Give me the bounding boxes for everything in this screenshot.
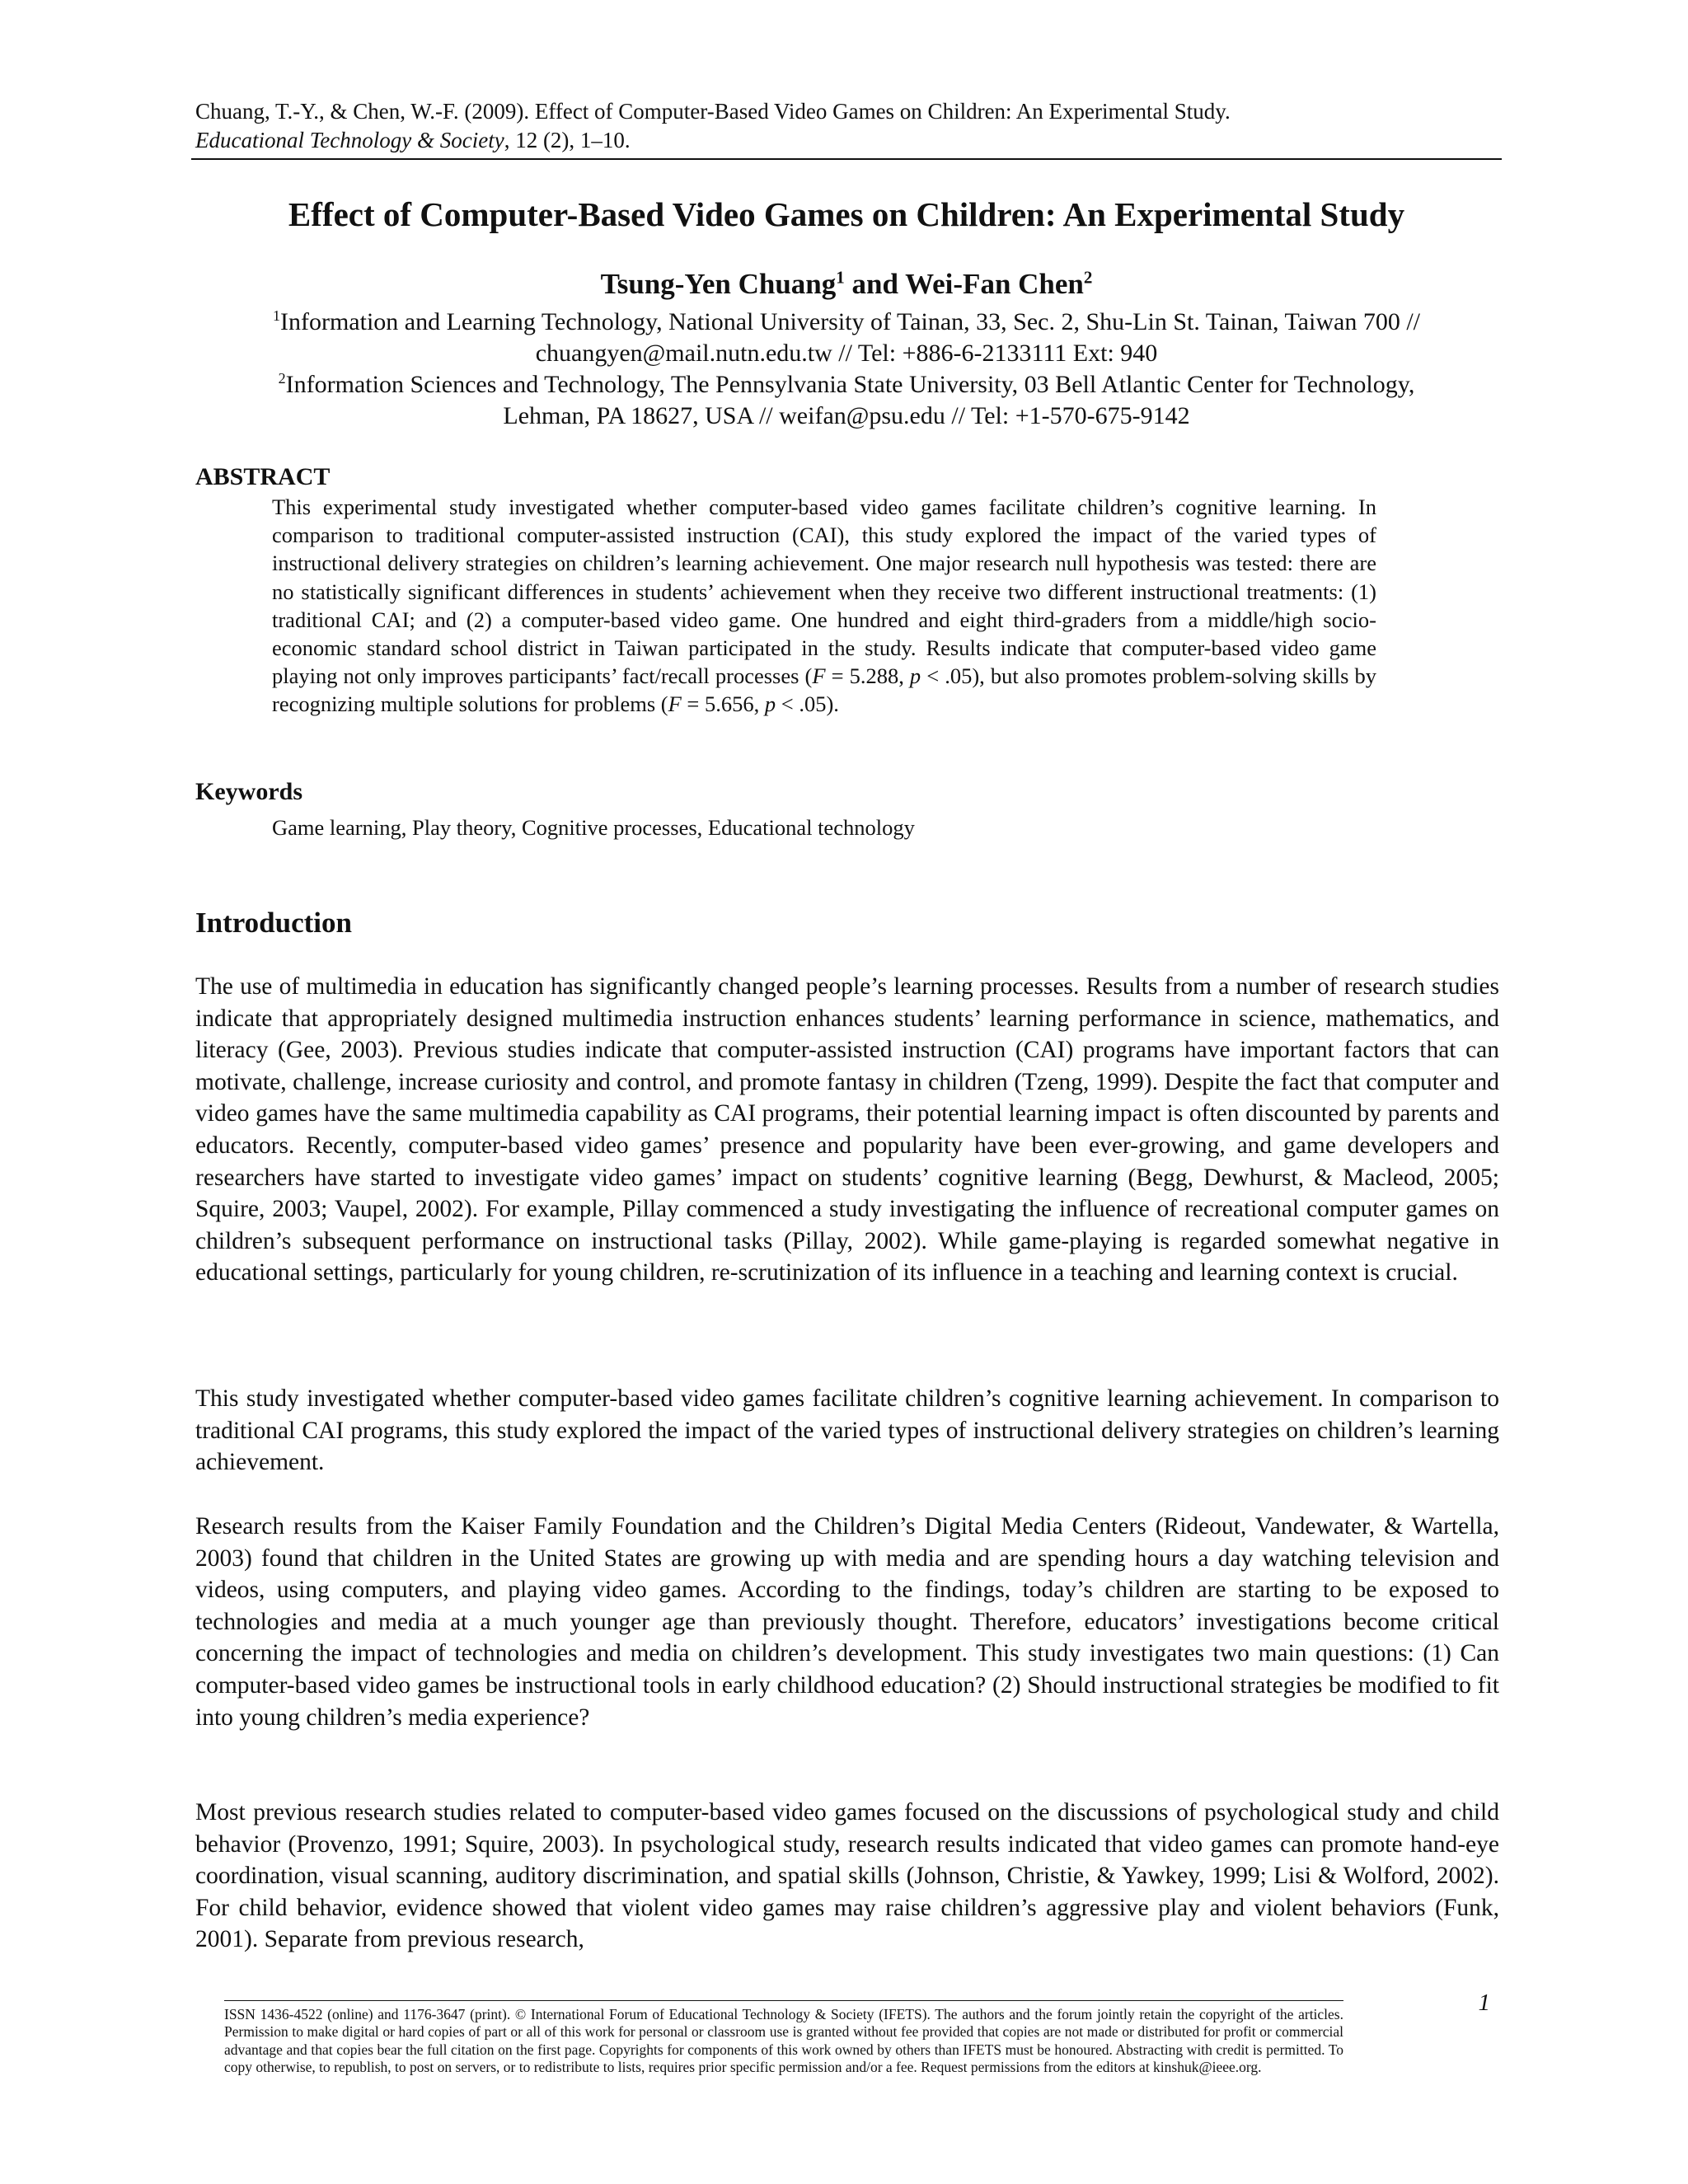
running-header — [195, 97, 1498, 155]
abstract-text-end: < .05). — [776, 691, 839, 717]
stat-2-p-symbol: p — [764, 691, 776, 717]
stat-1-f-value: = 5.288, — [825, 663, 910, 689]
header-rule — [191, 158, 1502, 160]
page-number: 1 — [1478, 1990, 1490, 2016]
author-1-affiliation-mark: 1 — [836, 267, 845, 288]
journal-name: Educational Technology & Society — [195, 128, 504, 152]
author-line — [191, 265, 1502, 303]
intro-paragraph-2: This study investigated whether computer-based video games facilitate children’s cognitive learning achievement. In comparison to traditional CAI programs, this study explored the impact of the varied types of instructional delivery strategies on children’s learning achievement. — [195, 1385, 1499, 1476]
journal-volume: , 12 (2), 1–10. — [504, 128, 631, 152]
affiliation-1-contact: chuangyen@mail.nutn.edu.tw // Tel: +886-6-2133111 Ext: 940 — [535, 340, 1158, 367]
abstract-text-main: This experimental study investigated whether computer-based video games facilitate children’s cognitive learning. In comparison to traditional computer-assisted instruction (CAI), this study explored the impact of the varied types of instructional delivery strategies on children’s learning achievement. One major research null hypothesis was tested: there are no statistically significant differences in students’ achievement when they receive two different instructional treatments: (1) traditional CAI; and (2) a computer-based video game. One hundred and eight third-graders from a middle/high socio-economic standard school district in Taiwan participated in the study. Results indicate that computer-based video game playing not only improves participants’ fact/recall processes ( — [272, 494, 1376, 689]
author-connector: and — [844, 268, 906, 300]
keywords-heading: Keywords — [195, 778, 302, 805]
journal-line — [195, 126, 1498, 155]
affiliation-1-mark: 1 — [272, 307, 280, 324]
abstract-text-middle: < .05), but also promotes problem-solving skills by recognizing multiple solutions for problems ( — [272, 663, 1376, 717]
footer-rule — [224, 2000, 1343, 2001]
intro-paragraph-1: The use of multimedia in education has significantly changed people’s learning processes. Results from a number of research studies indicate that appropriately designed multimedia instruction enhances students’ learning performance in science, mathematics, and literacy (Gee, 2003). Previous studies indicate that computer-assisted instruction (CAI) programs have important factors that can motivate, challenge, increase curiosity and control, and promote fantasy in children (Tzeng, 1999). Despite the fact that computer and video games have the same multimedia capability as CAI programs, their potential learning impact is often discounted by parents and educators. Recently, computer-based video games’ presence and popularity have been ever-growing, and game developers and researchers have started to investigate video games’ impact on students’ cognitive learning (Begg, Dewhurst, & Macleod, 2005; Squire, 2003; Vaupel, 2002). For example, Pillay commenced a study investigating the influence of recreational computer games on children’s subsequent performance on instructional tasks (Pillay, 2002). While game-playing is regarded somewhat negative in educational settings, particularly for young children, re-scrutinization of its influence in a teaching and learning context is crucial. — [195, 973, 1499, 1286]
intro-paragraph-4: Most previous research studies related to computer-based video games focused on the discussions of psychological study and child behavior (Provenzo, 1991; Squire, 2003). In psychological study, research results indicated that video games can promote hand-eye coordination, visual scanning, auditory discrimination, and spatial skills (Johnson, Christie, & Yawkey, 1999; Lisi & Wolford, 2002). For child behavior, evidence showed that violent video games may raise children’s aggressive play and violent behaviors (Funk, 2001). Separate from previous research, — [195, 1799, 1499, 1953]
affiliation-1 — [191, 307, 1502, 338]
affiliation-1-line-1: Information and Learning Technology, National University of Tainan, 33, Sec. 2, Shu-Lin St. Tainan, Taiwan 700 // — [279, 308, 1420, 335]
abstract-text — [272, 493, 1376, 719]
stat-2-f-value: = 5.656, — [681, 691, 765, 717]
stat-1-p-symbol: p — [909, 663, 921, 689]
citation-line: Chuang, T.-Y., & Chen, W.-F. (2009). Effect of Computer-Based Video Games on Children: An Experimental Study. — [195, 99, 1231, 124]
intro-paragraph-3: Research results from the Kaiser Family Foundation and the Children’s Digital Media Centers (Rideout, Vandewater, & Wartella, 2003) found that children in the United States are growing up with media and are spending hours a day watching television and videos, using computers, and playing video games. According to the findings, today’s children are starting to be exposed to technologies and media at a much younger age than previously thought. Therefore, educators’ investigations become critical concerning the impact of technologies and media on children’s development. This study investigates two main questions: (1) Can computer-based video games be instructional tools in early childhood education? (2) Should instructional strategies be modified to fit into young children’s media experience? — [195, 1513, 1499, 1731]
introduction-heading: Introduction — [195, 907, 352, 939]
copyright-notice: ISSN 1436-4522 (online) and 1176-3647 (print). © International Forum of Educational Technology & Society (IFETS). The authors and the forum jointly retain the copyright of the articles. Permission to make digital or hard copies of part or all of this work for personal or classroom use is granted without fee provided that copies are not made or distributed for profit or commercial advantage and that copies bear the full citation on the first page. Copyrights for components of this work owned by others than IFETS must be honoured. Abstracting with credit is permitted. To copy otherwise, to republish, to post on servers, or to redistribute to lists, requires prior specific permission and/or a fee. Request permissions from the editors at kinshuk@ieee.org. — [224, 2006, 1343, 2076]
author-2: Wei-Fan Chen — [905, 268, 1084, 300]
affiliation-2-mark: 2 — [278, 370, 286, 387]
keywords-text: Game learning, Play theory, Cognitive processes, Educational technology — [272, 815, 915, 840]
abstract-heading: ABSTRACT — [195, 463, 331, 490]
affiliation-2-line-1: Information Sciences and Technology, The Pennsylvania State University, 03 Bell Atlantic Center for Technology, — [285, 371, 1415, 398]
stat-2-f-symbol: F — [668, 691, 682, 717]
affiliation-2 — [191, 369, 1502, 401]
paper-title: Effect of Computer-Based Video Games on Children: An Experimental Study — [288, 195, 1405, 233]
affiliations — [191, 307, 1502, 432]
author-2-affiliation-mark: 2 — [1083, 267, 1093, 288]
affiliation-2-contact: Lehman, PA 18627, USA // weifan@psu.edu // Tel: +1-570-675-9142 — [503, 402, 1190, 429]
stat-1-f-symbol: F — [812, 663, 826, 689]
author-1: Tsung-Yen Chuang — [600, 268, 837, 300]
